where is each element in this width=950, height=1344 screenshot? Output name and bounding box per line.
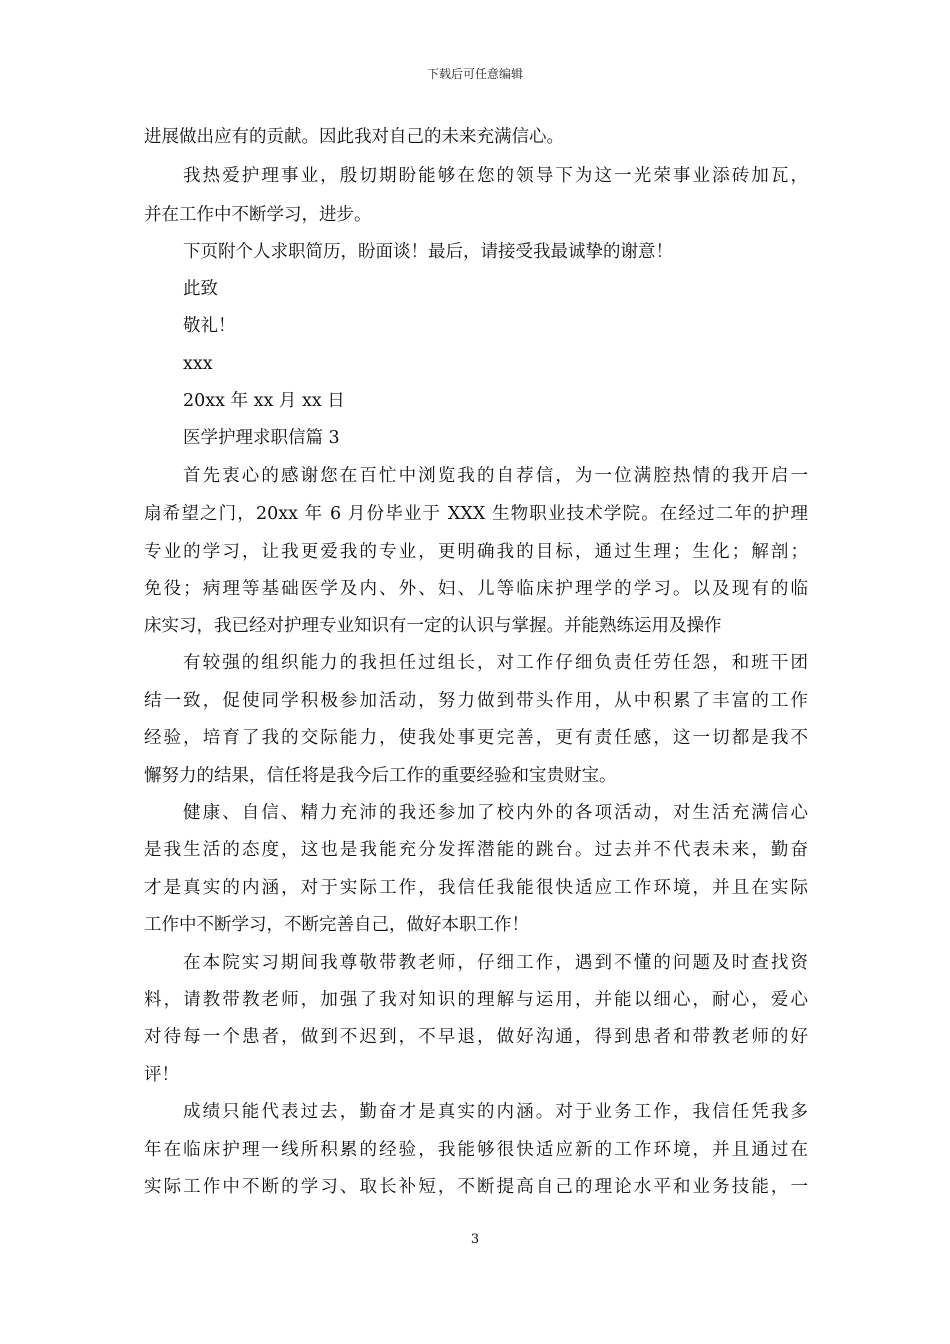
- body-line: 并在工作中不断学习，进步。: [144, 205, 372, 225]
- body-line: 首先衷心的感谢您在百忙中浏览我的自荐信，为一位满腔热情的我开启一: [183, 466, 808, 486]
- body-line: 经验，培育了我的交际能力，使我处事更完善，更有责任感，这一切都是我不: [144, 728, 808, 748]
- body-line: 年在临床护理一线所积累的经验，我能够很快适应新的工作环境，并且通过在: [144, 1140, 808, 1160]
- body-line: 工作中不断学习，不断完善自己，做好本职工作！: [144, 915, 529, 935]
- salutation-line: 敬礼！: [183, 316, 236, 336]
- signature-name: xxx: [183, 354, 213, 374]
- body-line: 成绩只能代表过去，勤奋才是真实的内涵。对于业务工作，我信任凭我多: [183, 1102, 808, 1122]
- salutation-line: 此致: [183, 279, 218, 299]
- body-line: 懈努力的结果，信任将是我今后工作的重要经验和宝贵财宝。: [144, 766, 617, 786]
- body-line: 有较强的组织能力的我担任过组长，对工作仔细负责任劳任怨，和班干团: [183, 653, 808, 673]
- body-line: 结一致，促使同学积极参加活动，努力做到带头作用，从中积累了丰富的工作: [144, 691, 808, 711]
- body-line: 评！: [144, 1065, 179, 1085]
- body-line: 才是真实的内涵，对于实际工作，我信任我能很快适应工作环境，并且在实际: [144, 878, 808, 898]
- body-line: 在本院实习期间我尊敬带教老师，仔细工作，遇到不懂的问题及时查找资: [183, 953, 808, 973]
- body-line: 我热爱护理事业，殷切期盼能够在您的领导下为这一光荣事业添砖加瓦，: [183, 166, 808, 186]
- body-line: 扇希望之门，20xx 年 6 月份毕业于 XXX 生物职业技术学院。在经过二年的护理: [144, 504, 808, 524]
- body-line: 床实习，我已经对护理专业知识有一定的认识与掌握。并能熟练运用及操作: [144, 616, 722, 636]
- body-line: 免役；病理等基础医学及内、外、妇、儿等临床护理学的学习。以及现有的临: [144, 579, 808, 599]
- body-line: 健康、自信、精力充沛的我还参加了校内外的各项活动，对生活充满信心: [183, 803, 808, 823]
- body-line: 料，请教带教老师，加强了我对知识的理解与运用，并能以细心，耐心，爱心: [144, 990, 808, 1010]
- page-number: 3: [470, 1232, 480, 1247]
- body-line: 对待每一个患者，做到不迟到，不早退，做好沟通，得到患者和带教老师的好: [144, 1027, 808, 1047]
- body-line: 进展做出应有的贡献。因此我对自己的未来充满信心。: [144, 127, 564, 147]
- body-line: 下页附个人求职简历，盼面谈！最后，请接受我最诚挚的谢意！: [183, 242, 673, 262]
- body-line: 实际工作中不断的学习、取长补短，不断提高自己的理论水平和业务技能，一: [144, 1177, 808, 1197]
- section-heading: 医学护理求职信篇 3: [183, 428, 340, 448]
- page-header: 下载后可任意编辑: [426, 67, 523, 81]
- body-line: 是我生活的态度，这也是我能充分发挥潜能的跳台。过去并不代表未来，勤奋: [144, 840, 808, 860]
- signature-date: 20xx 年 xx 月 xx 日: [183, 391, 345, 411]
- body-line: 专业的学习，让我更爱我的专业，更明确我的目标，通过生理；生化；解剖；: [144, 542, 808, 562]
